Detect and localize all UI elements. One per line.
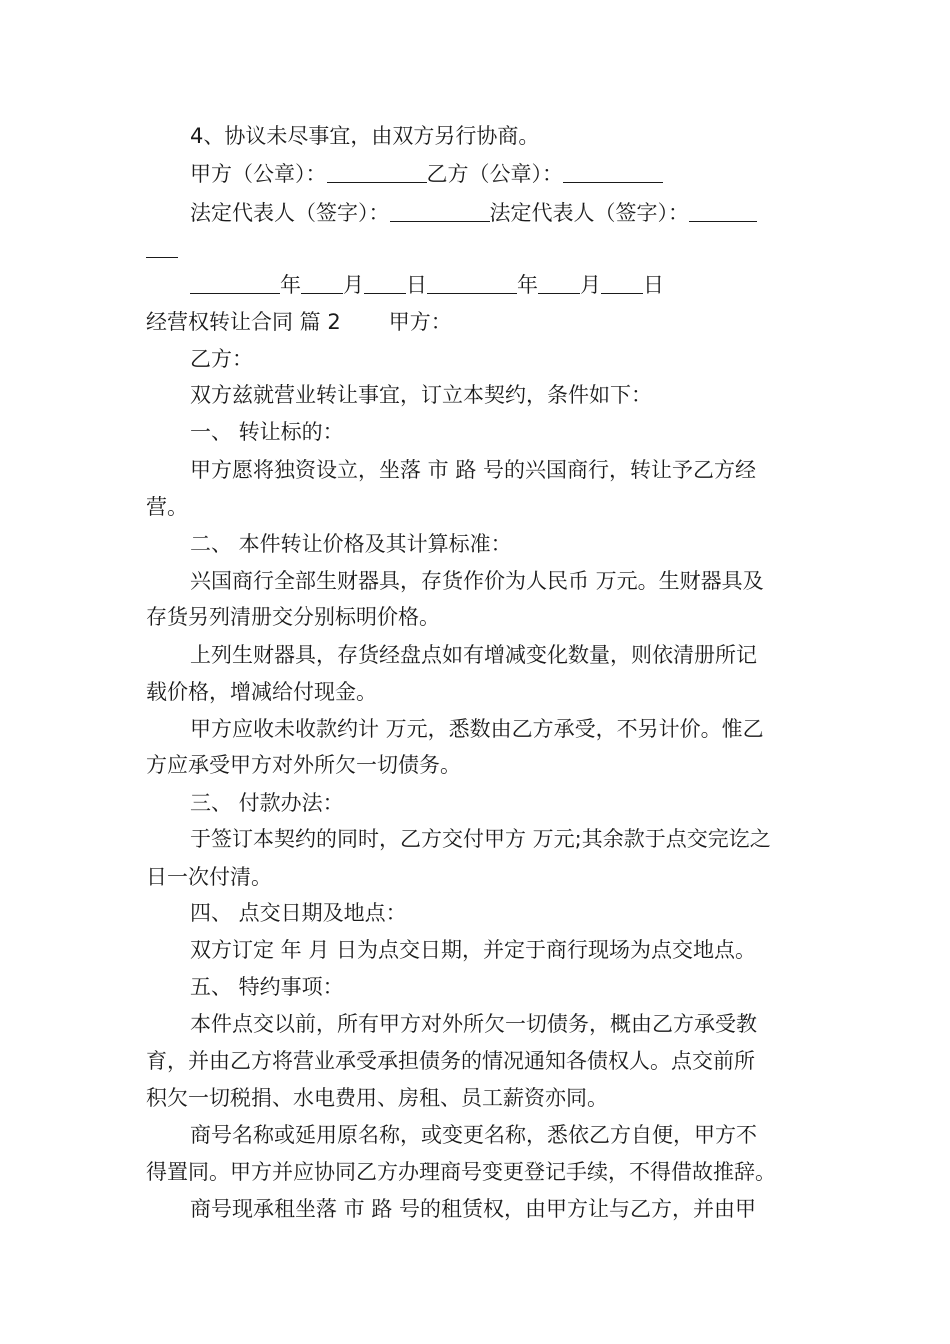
paragraph-line: 积欠一切税捐、水电费用、房租、员工薪资亦同。	[146, 1086, 608, 1110]
paragraph-line: 得置同。甲方并应协同乙方办理商号变更登记手续，不得借故推辞。	[146, 1160, 776, 1184]
paragraph-line: 兴国商行全部生财器具，存货作价为人民币 万元。生财器具及	[190, 569, 764, 593]
month-label: 月	[343, 273, 364, 297]
month-label: 月	[580, 273, 601, 297]
blank-field	[327, 162, 427, 183]
paragraph-line: 日一次付清。	[146, 865, 272, 889]
blank-field	[538, 273, 580, 294]
section-5-heading: 五、 特约事项：	[190, 975, 344, 999]
paragraph-line: 商号现承租坐落 市 路 号的租赁权，由甲方让与乙方，并由甲	[190, 1197, 757, 1221]
paragraph-line: 商号名称或延用原名称，或变更名称，悉依乙方自便，甲方不	[190, 1123, 757, 1147]
paragraph-line: 载价格，增减给付现金。	[146, 680, 377, 704]
day-label: 日	[643, 273, 664, 297]
paragraph-line: 双方订定 年 月 日为点交日期，并定于商行现场为点交地点。	[190, 938, 757, 962]
paragraph-line: 甲方应收未收款约计 万元，悉数由乙方承受，不另计价。惟乙	[190, 717, 764, 741]
section-1-heading: 一、 转让标的：	[190, 420, 344, 444]
day-label: 日	[406, 273, 427, 297]
party-a-seal-label: 甲方（公章）：	[190, 162, 327, 186]
blank-field	[601, 273, 643, 294]
party-b-label: 乙方：	[190, 347, 253, 371]
date-line	[190, 270, 664, 300]
contract-title-line	[146, 307, 452, 337]
paragraph-line: 于签订本契约的同时，乙方交付甲方 万元;其余款于点交完讫之	[190, 827, 771, 851]
blank-field	[364, 273, 406, 294]
representative-line	[190, 198, 757, 228]
year-label: 年	[517, 273, 538, 297]
paragraph-line: 本件点交以前，所有甲方对外所欠一切债务，概由乙方承受教	[190, 1012, 757, 1036]
section-4-heading: 四、 点交日期及地点：	[190, 901, 407, 925]
contract-title: 经营权转让合同 篇 2	[146, 310, 341, 334]
paragraph-line: 上列生财器具，存货经盘点如有增减变化数量，则依清册所记	[190, 643, 757, 667]
paragraph-line: 方应承受甲方对外所欠一切债务。	[146, 753, 461, 777]
preamble: 双方兹就营业转让事宜，订立本契约，条件如下：	[190, 383, 652, 407]
blank-field	[301, 273, 343, 294]
seal-line	[190, 159, 663, 189]
year-label: 年	[280, 273, 301, 297]
party-b-rep-label: 法定代表人（签字）：	[489, 201, 689, 225]
blank-continuation	[146, 234, 178, 264]
party-a-label: 甲方：	[388, 310, 452, 334]
party-a-rep-label: 法定代表人（签字）：	[190, 201, 390, 225]
blank-field	[689, 201, 757, 222]
paragraph-line: 营。	[146, 495, 188, 519]
blank-field	[190, 273, 280, 294]
section-2-heading: 二、 本件转让价格及其计算标准：	[190, 532, 512, 556]
blank-field	[563, 162, 663, 183]
paragraph-line: 育，并由乙方将营业承受承担债务的情况通知各债权人。点交前所	[146, 1049, 755, 1073]
blank-field	[390, 201, 490, 222]
blank-field	[146, 237, 178, 258]
clause-4: 4、协议未尽事宜，由双方另行协商。	[190, 124, 540, 148]
paragraph-line: 存货另列清册交分别标明价格。	[146, 605, 440, 629]
section-3-heading: 三、 付款办法：	[190, 791, 344, 815]
party-b-seal-label: 乙方（公章）：	[426, 162, 563, 186]
blank-field	[427, 273, 517, 294]
paragraph-line: 甲方愿将独资设立，坐落 市 路 号的兴国商行，转让予乙方经	[190, 458, 757, 482]
